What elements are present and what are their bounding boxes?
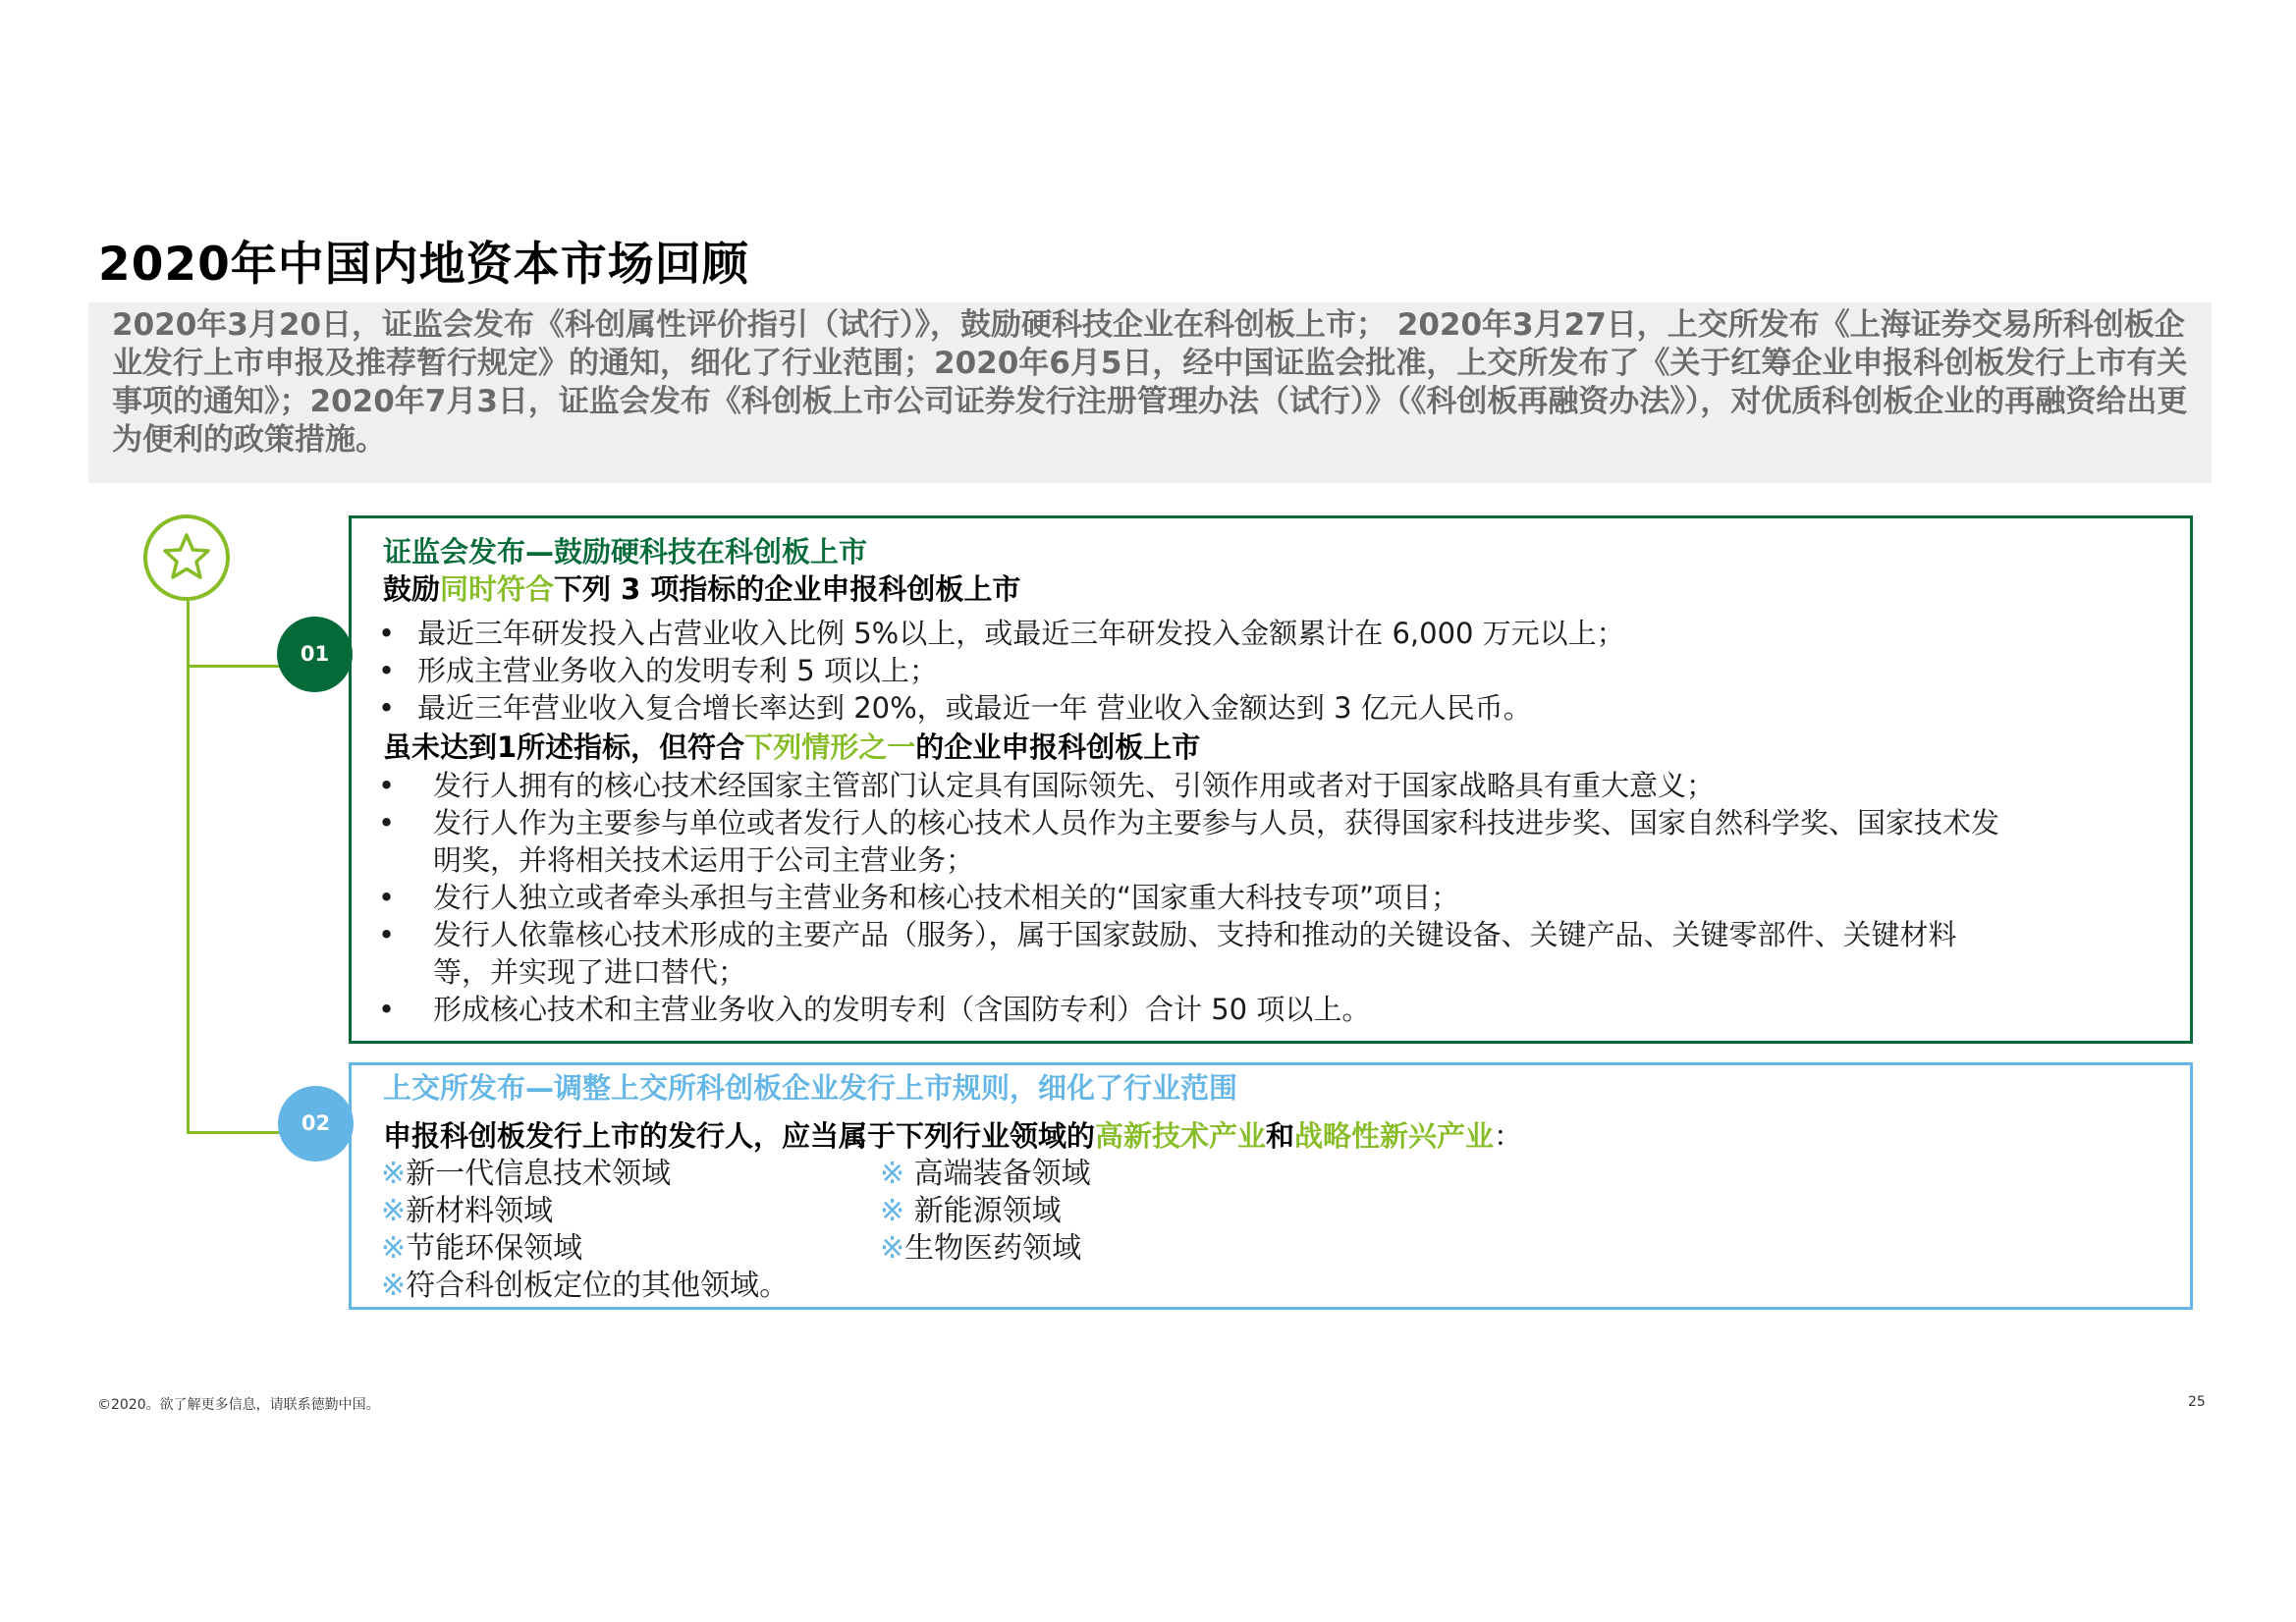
criteria-a-list [378,615,1625,727]
list-item-continuation: 明奖，并将相关技术运用于公司主营业务； [433,843,975,877]
list-item: • 形成核心技术和主营业务收入的发明专利（含国防专利）合计 50 项以上。 [378,993,1371,1026]
section-1-criteria-a-title: 鼓励同时符合下列 3 项指标的企业申报科创板上市 [383,572,1021,606]
timeline-vertical-line [187,601,190,1133]
step-number-2: 02 [278,1086,354,1162]
footer-copyright: ©2020。欲了解更多信息，请联系德勤中国。 [97,1397,380,1413]
list-item: • 最近三年研发投入占营业收入比例 5%以上，或最近三年研发投入金额累计在 6,000 万元以上； [378,617,1625,650]
list-item: ※节能环保领域 ※生物医药领域 [381,1231,1082,1266]
list-item: • 最近三年营业收入复合增长率达到 20%，或最近一年 营业收入金额达到 3 亿元人民币。 [378,691,1532,725]
list-item: • 形成主营业务收入的发明专利 5 项以上； [378,654,938,687]
timeline-connector-1 [187,665,280,668]
page-number: 25 [2188,1394,2206,1410]
intro-summary: 2020年3月20日，证监会发布《科创属性评价指引（试行）》，鼓励硬科技企业在科创板上市； 2020年3月27日，上交所发布《上海证券交易所科创板企业发行上市申报及推荐暂行规定》的通知，细化了行业范围；2020年6月5日，经中国证监会批准，上交所发布了《关于红筹企业申报科创板发行上市有关事项的通知》；2020年7月3日，证监会发布《科创板上市公司证券发行注册管理办法（试行）》（《科创板再融资办法》），对优质科创板企业的再融资给出更为便利的政策措施。 [88,302,2212,483]
list-item: • 发行人作为主要参与单位或者发行人的核心技术人员作为主要参与人员，获得国家科技进步奖、国家自然科学奖、国家技术发 [378,806,2000,839]
industry-fields-grid [381,1156,1091,1305]
list-item: ※新材料领域 ※ 新能源领域 [381,1194,1062,1228]
list-item: ※符合科创板定位的其他领域。 [381,1269,790,1303]
list-item: • 发行人独立或者牵头承担与主营业务和核心技术相关的“国家重大科技专项”项目； [378,881,1460,914]
list-item-continuation: 等，并实现了进口替代； [433,955,747,989]
list-item: • 发行人依靠核心技术形成的主要产品（服务），属于国家鼓励、支持和推动的关键设备、关键产品、关键零部件、关键材料 [378,918,1957,951]
section-2-subtitle: 申报科创板发行上市的发行人，应当属于下列行业领域的高新技术产业和战略性新兴产业： [383,1119,1523,1153]
section-1-heading: 证监会发布—鼓励硬科技在科创板上市 [383,535,868,568]
star-icon [143,514,230,601]
list-item: ※新一代信息技术领域 ※ 高端装备领域 [381,1157,1091,1191]
list-item: • 发行人拥有的核心技术经国家主管部门认定具有国际领先、引领作用或者对于国家战略具有重大意义； [378,769,1716,802]
section-1-criteria-b-title: 虽未达到1所述指标，但符合下列情形之一的企业申报科创板上市 [383,730,1201,764]
timeline-connector-2 [187,1131,280,1134]
step-number-1: 01 [277,617,353,692]
page-title: 2020年中国内地资本市场回顾 [98,238,749,292]
section-2-heading: 上交所发布—调整上交所科创板企业发行上市规则，细化了行业范围 [383,1071,1238,1105]
criteria-b-list [378,767,1999,1028]
